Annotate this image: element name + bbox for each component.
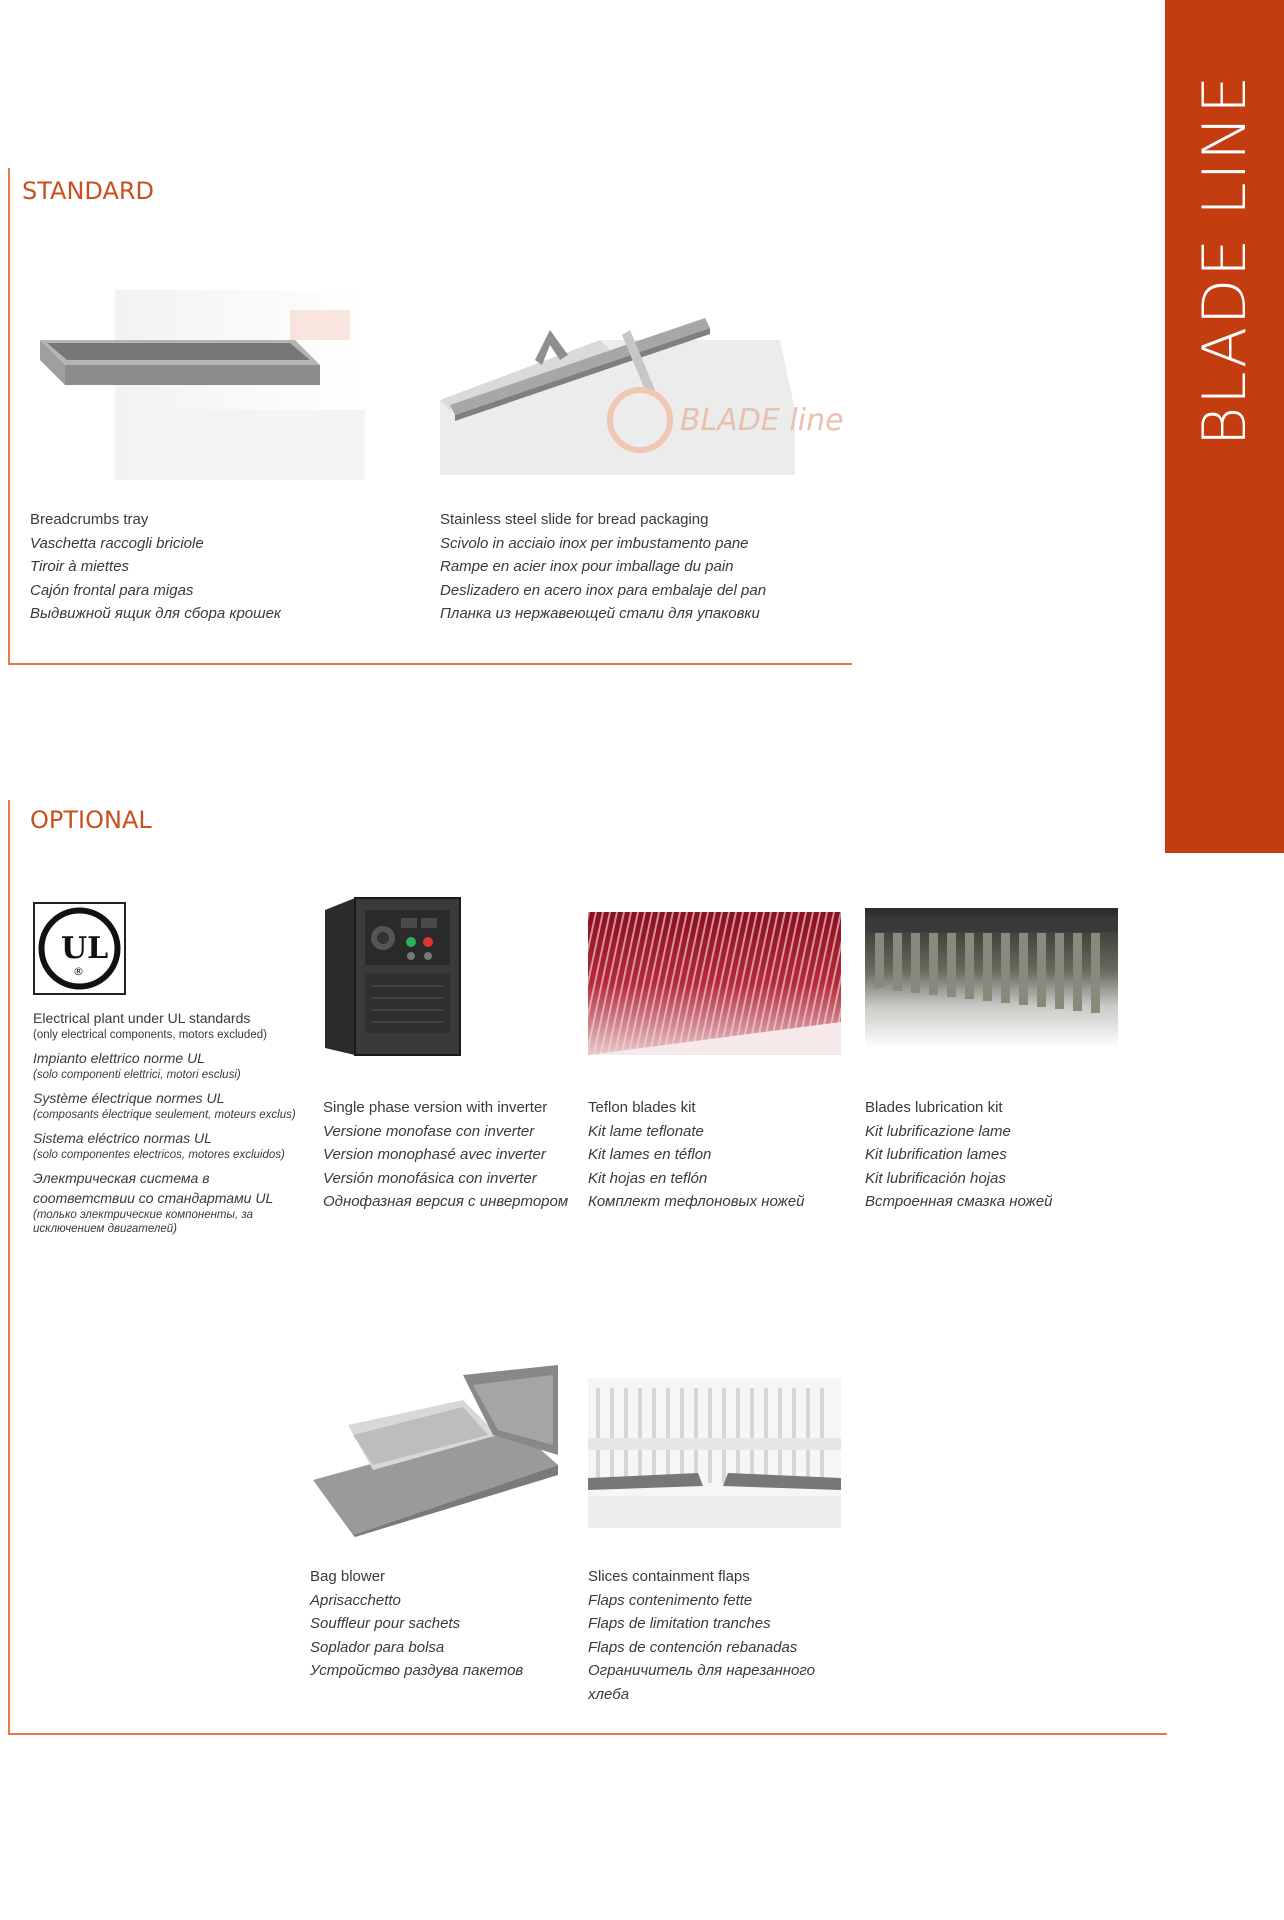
ul-logo-r: ® (73, 965, 84, 978)
bag-blower-caption (310, 1565, 523, 1683)
caption-line: Kit lubrificación hojas (865, 1169, 1006, 1187)
caption-line: Flaps de contención rebanadas (588, 1638, 798, 1656)
ul-caption-sub: (only electrical components, motors excluded) (33, 1029, 267, 1041)
caption-line: Aprisacchetto (310, 1591, 401, 1609)
caption-line: Vaschetta raccogli briciole (30, 534, 204, 552)
teflon-blades-image (588, 912, 841, 1055)
caption-line: Soplador para bolsa (310, 1638, 445, 1656)
containment-flaps-caption (588, 1565, 833, 1706)
caption-line: Cajón frontal para migas (30, 581, 194, 599)
ul-logo (33, 902, 126, 995)
caption-line: Выдвижной ящик для сбора крошек (30, 605, 282, 622)
caption-line: Deslizadero en acero inox para embalaje del pan (440, 581, 767, 599)
ul-caption-main: Electrical plant under UL standards (33, 1010, 251, 1026)
caption-line: Breadcrumbs tray (30, 511, 149, 528)
inverter-image (325, 898, 460, 1055)
ul-caption-main: Электрическая система в соответствии со стандартами UL (33, 1170, 274, 1206)
caption-line: Kit hojas en teflón (588, 1169, 708, 1187)
caption-line: Blades lubrication kit (865, 1099, 1003, 1116)
caption-line: Комплект тефлоновых ножей (588, 1193, 805, 1210)
caption-line: Планка из нержавеющей стали для упаковки (440, 605, 760, 622)
teflon-blades-caption (588, 1096, 805, 1214)
caption-line: Single phase version with inverter (323, 1099, 548, 1116)
stainless-slide-caption (440, 508, 766, 626)
caption-line: Встроенная смазка ножей (865, 1193, 1053, 1210)
side-tab (1165, 0, 1284, 853)
side-tab-label: BLADE LINE (1189, 73, 1260, 447)
lubrication-kit-image (865, 908, 1118, 1048)
caption-line: Versione monofase con inverter (323, 1122, 535, 1140)
stainless-slide-image (440, 300, 844, 480)
ul-caption-main: Système électrique normes UL (33, 1090, 225, 1106)
ul-caption-sub: (только электрические компоненты, за исключением двигателей) (33, 1209, 253, 1235)
caption-line: Bag blower (310, 1568, 386, 1585)
lubrication-kit-caption (865, 1096, 1053, 1214)
caption-line: Scivolo in acciaio inox per imbustamento pane (440, 534, 749, 552)
ul-caption (33, 1008, 323, 1242)
caption-line: Souffleur pour sachets (310, 1615, 461, 1632)
caption-line: Version monophasé avec inverter (323, 1146, 546, 1163)
caption-line: Rampe en acier inox pour imballage du pain (440, 558, 734, 575)
breadcrumbs-tray-image (35, 280, 395, 480)
caption-line: Versión monofásica con inverter (323, 1169, 537, 1187)
ul-caption-main: Impianto elettrico norme UL (33, 1050, 205, 1066)
caption-line: Kit lame teflonate (588, 1122, 704, 1140)
caption-line: Однофазная версия с инвертором (323, 1193, 569, 1210)
caption-line: Устройство раздува пакетов (310, 1662, 524, 1679)
caption-line: Stainless steel slide for bread packaging (440, 511, 709, 528)
ul-caption-main: Sistema eléctrico normas UL (33, 1130, 212, 1146)
standard-section-title: STANDARD (22, 177, 155, 205)
ul-caption-sub: (solo componentes electricos, motores excluidos) (33, 1149, 285, 1161)
ul-caption-sub: (solo componenti elettrici, motori esclusi) (33, 1069, 241, 1081)
ul-logo-text: UL (61, 931, 109, 966)
ul-caption-sub: (composants électrique seulement, moteurs exclus) (33, 1109, 296, 1121)
containment-flaps-image (588, 1378, 841, 1528)
caption-line: Kit lubrification lames (865, 1146, 1007, 1163)
caption-line: Flaps de limitation tranches (588, 1615, 771, 1632)
caption-line: Slices containment flaps (588, 1568, 750, 1585)
caption-line: Tiroir à miettes (30, 558, 130, 575)
bag-blower-image (313, 1365, 563, 1535)
breadcrumbs-tray-caption (30, 508, 281, 626)
inverter-caption (323, 1096, 568, 1214)
caption-line: Teflon blades kit (588, 1099, 696, 1116)
caption-line: Kit lubrificazione lame (865, 1122, 1011, 1140)
caption-line: Flaps contenimento fette (588, 1591, 753, 1609)
optional-section-title: OPTIONAL (30, 806, 152, 834)
caption-line: Kit lames en téflon (588, 1146, 712, 1163)
slide-logo-text: BLADE line (680, 403, 844, 438)
caption-line: Ограничитель для нарезанного хлеба (588, 1662, 815, 1703)
